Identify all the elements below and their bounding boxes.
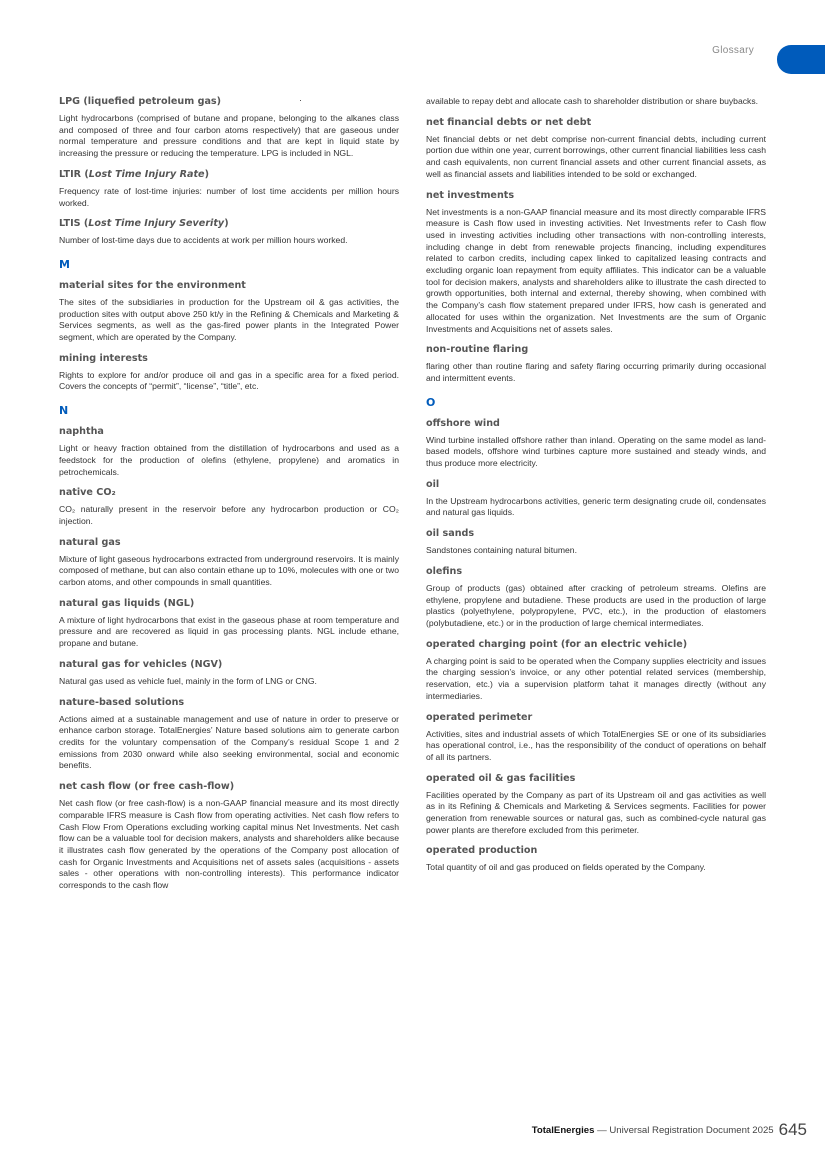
glossary-entry-offshore-wind xyxy=(426,418,766,470)
glossary-entry-material-sites xyxy=(59,280,399,344)
page-footer xyxy=(532,1120,807,1140)
term: operated production xyxy=(426,845,538,857)
term: oil sands xyxy=(426,528,475,540)
definition: Natural gas used as vehicle fuel, mainly in the form of LNG or CNG. xyxy=(59,675,317,686)
term-prefix: LTIR ( xyxy=(59,168,89,180)
definition: Frequency rate of lost-time injuries: number of lost time accidents per million hours worked. xyxy=(59,185,399,208)
definition: available to repay debt and allocate cash to shareholder distribution or share buybacks. xyxy=(426,96,759,106)
term: native CO₂ xyxy=(59,487,116,499)
definition: Light hydrocarbons (comprised of butane and propane, belonging to the alkanes class and composed of three and four carbon atoms respectively) that are gaseous under normal temperature and pressure conditions and that are kept in liquid state by increasing the pressure or reducing the temperature. LPG is included in NGL. xyxy=(59,113,399,159)
definition: A mixture of light hydrocarbons that exist in the gaseous phase at room temperature and pressure and are recovered as liquid in gas processing plants. NGL include ethane, propane and butane. xyxy=(59,614,399,649)
definition: Rights to explore for and/or produce oil and gas in a specific area for a fixed period. Covers the concepts of “permit”, “license”, “title”, etc. xyxy=(59,369,399,392)
term: material sites for the environment xyxy=(59,279,246,291)
term: oil xyxy=(426,478,440,490)
definition: flaring other than routine flaring and safety flaring occurring primarily during occasional and intermittent events. xyxy=(426,361,766,383)
term: natural gas for vehicles (NGV) xyxy=(59,658,223,670)
glossary-entry-net-investments xyxy=(426,190,766,336)
term: net investments xyxy=(426,189,515,201)
definition: Net cash flow (or free cash-flow) is a non-GAAP financial measure and its most directly comparable IFRS measure is Cash flow from operating activities. Net cash flow refers to Cash Flow From Operations excluding working capital minus Net Investments. Net cash flow can be a valuable tool for decision makers, analysts and shareholders alike because it illustrates cash flow generated by the operations of the Company post allocation of cash for Organic Investments and Acquisitions net of assets sales (acquisitions - assets sales - other operations with non-controlling interests). This performance indicator corresponds to the cash flow xyxy=(59,798,399,891)
term xyxy=(59,169,399,181)
definition: The sites of the subsidiaries in production for the Upstream oil & gas activities, the production sites with output above 250 kt/y in the Refining & Chemicals and Marketing & Services segments, as well as the gas-fired power plants in the Integrated Power segment, which are operated by the Company. xyxy=(59,296,399,343)
glossary-entry-oil xyxy=(426,479,766,519)
section-tab-marker xyxy=(777,45,825,74)
term: LPG (liquefied petroleum gas) xyxy=(59,96,222,107)
definition: In the Upstream hydrocarbons activities, generic term designating crude oil, condensates and natural gas liquids. xyxy=(426,495,766,518)
glossary-entry-nature-based-solutions xyxy=(59,697,399,773)
left-column xyxy=(59,96,399,901)
glossary-entry-operated-perimeter xyxy=(426,712,766,764)
definition: A charging point is said to be operated when the Company supplies electricity and issues the charging session’s invoice, or any other potential related services (membership, reservation, etc.) via a supervision platform tahat it manages directly (without any intermediaries. xyxy=(426,655,766,701)
glossary-entry-native-co2 xyxy=(59,487,399,527)
term: offshore wind xyxy=(426,417,500,429)
definition: Activities, sites and industrial assets of which TotalEnergies SE or one of its subsidiaries has operational control, i.e., has the responsibility of the conduct of operations on behalf of all its partners. xyxy=(426,728,766,762)
glossary-entry-ngv xyxy=(59,659,399,688)
definition: Wind turbine installed offshore rather than inland. Operating on the same model as land-based models, offshore wind turbines capture more sustained and steady winds, and thus produce more electricity. xyxy=(426,434,766,469)
term-prefix: LTIS ( xyxy=(59,218,89,230)
letter-heading-n: N xyxy=(59,404,69,418)
term: net financial debts or net debt xyxy=(426,116,592,128)
glossary-entry-net-cash-flow xyxy=(59,781,399,892)
glossary-entry-net-debt xyxy=(426,117,766,181)
glossary-entry-mining-interests xyxy=(59,353,399,393)
term-suffix: ) xyxy=(204,168,209,180)
term: natural gas liquids (NGL) xyxy=(59,597,195,609)
definition: Group of products (gas) obtained after cracking of petroleum streams. Olefins are ethylene, propylene and butadiene. These products are used in the production of large plastics (polyethylene, polypropylene, PVC, etc.), in the production of elastomers (polybutadiene, etc.) or in the production of large chemical intermediates. xyxy=(426,582,766,628)
term: operated oil & gas facilities xyxy=(426,772,576,784)
term: naphtha xyxy=(59,426,104,438)
letter-heading-o: O xyxy=(426,395,436,409)
glossary-entry-naphtha xyxy=(59,426,399,478)
definition: CO₂ naturally present in the reservoir before any hydrocarbon production or CO₂ injection. xyxy=(59,504,399,526)
term: operated charging point (for an electric vehicle) xyxy=(426,638,688,650)
letter-heading-m: M xyxy=(59,257,70,271)
term: net cash flow (or free cash-flow) xyxy=(59,781,235,793)
term-suffix: ) xyxy=(224,218,229,230)
term xyxy=(59,218,399,230)
glossary-entry-ltir xyxy=(59,169,399,209)
footer-document-title: — Universal Registration Document 2025 xyxy=(594,1125,774,1136)
glossary-entry-olefins xyxy=(426,566,766,630)
glossary-entry-operated-facilities xyxy=(426,773,766,837)
definition: Light or heavy fraction obtained from the distillation of hydrocarbons and used as a feedstock for the production of olefins (ethylene, propylene) and aromatics in petrochemicals. xyxy=(59,443,399,477)
section-title: Glossary xyxy=(712,45,754,56)
definition: Number of lost-time days due to accidents at work per million hours worked. xyxy=(59,235,348,246)
glossary-entry-operated-production xyxy=(426,845,766,874)
definition: Facilities operated by the Company as part of its Upstream oil and gas activities as well as in its Refining & Chemicals and Marketing & Services segments. Facilities for power generation from renewable sources or natural gas, such as combined-cycle natural gas power plants are therefore excluded from this perimeter. xyxy=(426,789,766,835)
glossary-entry-non-routine-flaring xyxy=(426,344,766,384)
definition: Actions aimed at a sustainable management and use of nature in order to preserve or enhance carbon storage. TotalEnergies’ Nature based solutions aim to generate carbon credits for the voluntary compensation of the Company’s residual Scope 1 and 2 emissions from 2030 onward while also seeking environmental, social and economic benefits. xyxy=(59,713,399,771)
footer-brand: TotalEnergies xyxy=(531,1125,595,1136)
term: olefins xyxy=(426,565,463,577)
term: natural gas xyxy=(59,536,121,548)
right-column xyxy=(426,96,766,883)
term: nature-based solutions xyxy=(59,696,185,708)
definition: Mixture of light gaseous hydrocarbons extracted from underground reservoirs. It is mainly composed of methane, but can also contain ethane up to 10%, molecules with one or two carbon atoms, and other compounds in small quantities. xyxy=(59,553,399,588)
term: non-routine flaring xyxy=(426,344,529,356)
glossary-entry-lpg xyxy=(59,96,399,160)
glossary-entry-operated-charging-point xyxy=(426,639,766,703)
page-number: 645 xyxy=(778,1120,807,1139)
glossary-entry-ngl xyxy=(59,598,399,650)
term: mining interests xyxy=(59,352,148,364)
glossary-entry-natural-gas xyxy=(59,537,399,589)
definition: Sandstones containing natural bitumen. xyxy=(426,545,577,556)
glossary-entry-ltis xyxy=(59,218,399,247)
definition: Net financial debts or net debt comprise non-current financial debts, including current portion due within one year, current borrowings, other current financial liabilities less cash and cash equivalents, non current financial assets and other current financial assets, as well as financial assets and liabilities intended to be sold or exchanged. xyxy=(426,133,766,179)
term: operated perimeter xyxy=(426,711,533,723)
term-italic: Lost Time Injury Rate xyxy=(88,168,205,180)
definition: Total quantity of oil and gas produced on fields operated by the Company. xyxy=(426,862,706,873)
term-italic: Lost Time Injury Severity xyxy=(88,218,225,230)
glossary-entry-oil-sands xyxy=(426,528,766,557)
definition: Net investments is a non-GAAP financial measure and its most directly comparable IFRS measure is Cash flow used in investing activities. Net Investments refer to Cash flow used in investing activities including other transactions with non-controlling interests, including change in debt from renewable projects financing, including expenditures related to carbon credits, including capex linked to capitalized leasing contracts and excluding organic loan repayment from equity affiliates. This indicator can be a valuable tool for decision makers, analysts and shareholders alike to illustrate the cash directed to growth opportunities, both internal and external, thereby showing, when combined with the Company’s cash flow statement prepared under IFRS, how cash is generated and allocated for uses within the organization. Net Investments are the sum of Organic Investments and Acquisitions net of assets sales. xyxy=(426,206,766,334)
glossary-entry-net-cash-flow-continued xyxy=(426,96,766,108)
